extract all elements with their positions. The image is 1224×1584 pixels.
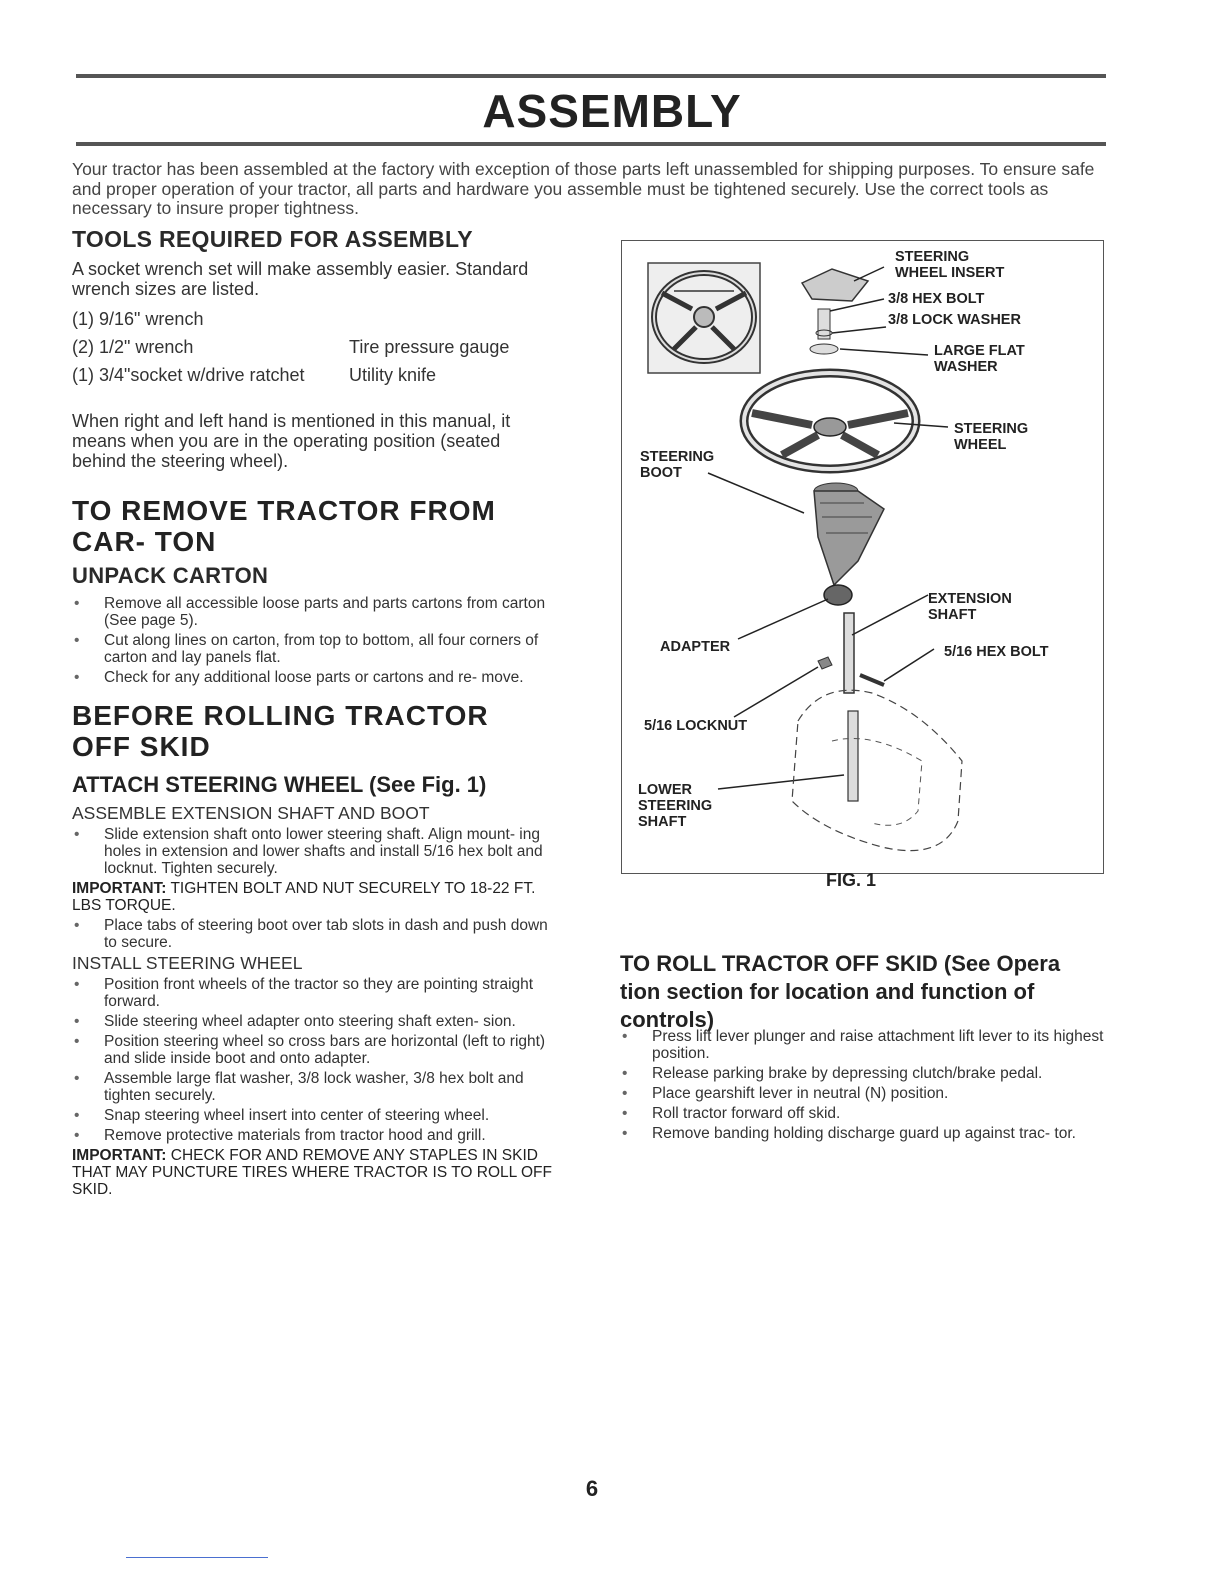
label-adapter: ADAPTER: [660, 639, 731, 655]
install-subheading: INSTALL STEERING WHEEL: [72, 953, 303, 973]
important-text: CHECK FOR AND REMOVE ANY STAPLES IN SKID THAT MAY PUNCTURE TIRES WHERE TRACTOR IS TO ROLL OFF SKID.: [72, 1147, 552, 1198]
figure-caption: FIG. 1: [826, 870, 877, 890]
tools-heading: TOOLS REQUIRED FOR ASSEMBLY: [72, 226, 473, 252]
list-item: • Cut along lines on carton, from top to bottom, all four corners of carton and lay panels flat.: [72, 632, 552, 666]
list-item: • Position steering wheel so cross bars are horizontal (left to right) and slide inside boot and onto adapter.: [72, 1033, 552, 1067]
label-516-locknut: 5/16 LOCKNUT: [644, 718, 748, 734]
page-title: ASSEMBLY: [482, 85, 742, 137]
list-item: • Slide extension shaft onto lower steering shaft. Align mount- ing holes in extension and lower shafts and install 5/16 hex bolt and locknut. Tighten securely.: [72, 826, 552, 877]
label-lock-washer: 3/8 LOCK WASHER: [888, 312, 1021, 328]
list-item: • Place gearshift lever in neutral (N) position.: [620, 1085, 1106, 1102]
important-label: IMPORTANT:: [72, 1147, 167, 1164]
page-number: 6: [585, 1476, 599, 1501]
label-wheel-insert: STEERING WHEEL INSERT: [895, 249, 1005, 281]
list-item: • Roll tractor forward off skid.: [620, 1105, 1106, 1122]
roll-off-skid-heading: TO ROLL TRACTOR OFF SKID (See Opera tion section for location and function of controls): [620, 951, 1061, 1032]
intro-paragraph: Your tractor has been assembled at the factory with exception of those parts left unassembled for shipping purposes. To ensure safe and proper operation of your tractor, all parts and hardware you assemble must be tightened securely. Use the correct tools as necessary to insure proper tightness.: [72, 159, 1095, 218]
title-underline: [76, 142, 1106, 146]
boot-list: [72, 917, 552, 951]
figure-1-frame: [621, 240, 1104, 874]
list-item: • Release parking brake by depressing clutch/brake pedal.: [620, 1065, 1106, 1082]
list-item: • Press lift lever plunger and raise attachment lift lever to its highest position.: [620, 1028, 1106, 1062]
tools-list: [72, 305, 552, 389]
label-516-hex-bolt: 5/16 HEX BOLT: [944, 644, 1049, 660]
tool-item: (1) 3/4"socket w/drive ratchet: [72, 365, 305, 385]
unpack-list: [72, 595, 552, 686]
important-note-staples: [72, 1147, 552, 1198]
tools-description: A socket wrench set will make assembly easier. Standard wrench sizes are listed.: [72, 259, 529, 299]
list-item: • Assemble large flat washer, 3/8 lock washer, 3/8 hex bolt and tighten securely.: [72, 1070, 552, 1104]
list-item: • Position front wheels of the tractor so they are pointing straight forward.: [72, 976, 552, 1010]
list-item: • Remove all accessible loose parts and parts cartons from carton (See page 5).: [72, 595, 552, 629]
assemble-list: [72, 826, 552, 877]
tool-item: (1) 9/16" wrench: [72, 309, 204, 329]
unpack-heading: UNPACK CARTON: [72, 563, 269, 588]
tool-item: Tire pressure gauge: [349, 337, 510, 357]
label-lower-steering-shaft: LOWER STEERING SHAFT: [638, 782, 713, 830]
important-text: TIGHTEN BOLT AND NUT SECURELY TO 18-22 FT. LBS TORQUE.: [72, 880, 536, 914]
top-rule: [76, 74, 1106, 78]
steering-assembly-diagram: [622, 241, 1102, 871]
label-steering-wheel: STEERING WHEEL: [954, 421, 1029, 453]
list-item: • Remove banding holding discharge guard up against trac- tor.: [620, 1125, 1106, 1142]
list-item: • Remove protective materials from tractor hood and grill.: [72, 1127, 552, 1144]
list-item: • Snap steering wheel insert into center of steering wheel.: [72, 1107, 552, 1124]
install-list: [72, 976, 552, 1144]
list-item: • Place tabs of steering boot over tab slots in dash and push down to secure.: [72, 917, 552, 951]
important-note-torque: [72, 880, 552, 914]
label-extension-shaft: EXTENSION SHAFT: [928, 591, 1012, 623]
roll-off-list: [620, 1028, 1106, 1145]
remove-heading: TO REMOVE TRACTOR FROM CAR- TON: [72, 495, 496, 557]
footer-line: [126, 1557, 268, 1558]
list-item: • Slide steering wheel adapter onto steering shaft exten- sion.: [72, 1013, 552, 1030]
label-steering-boot: STEERING BOOT: [640, 449, 715, 481]
list-item: • Check for any additional loose parts or cartons and re- move.: [72, 669, 552, 686]
tool-item: Utility knife: [349, 365, 437, 385]
tool-item: (2) 1/2" wrench: [72, 337, 194, 357]
left-column: [72, 226, 552, 1198]
tools-row: [72, 305, 552, 333]
handedness-note: When right and left hand is mentioned in this manual, it means when you are in the operating position (seated behind the steering wheel).: [72, 411, 511, 471]
label-large-flat-washer: LARGE FLAT WASHER: [934, 343, 1025, 375]
tools-row: [72, 361, 552, 389]
tools-row: [72, 333, 552, 361]
before-heading: BEFORE ROLLING TRACTOR OFF SKID: [72, 700, 489, 762]
assemble-subheading: ASSEMBLE EXTENSION SHAFT AND BOOT: [72, 803, 430, 823]
important-label: IMPORTANT:: [72, 880, 167, 897]
attach-heading: ATTACH STEERING WHEEL (See Fig. 1): [72, 772, 487, 797]
label-hex-bolt: 3/8 HEX BOLT: [888, 291, 985, 307]
